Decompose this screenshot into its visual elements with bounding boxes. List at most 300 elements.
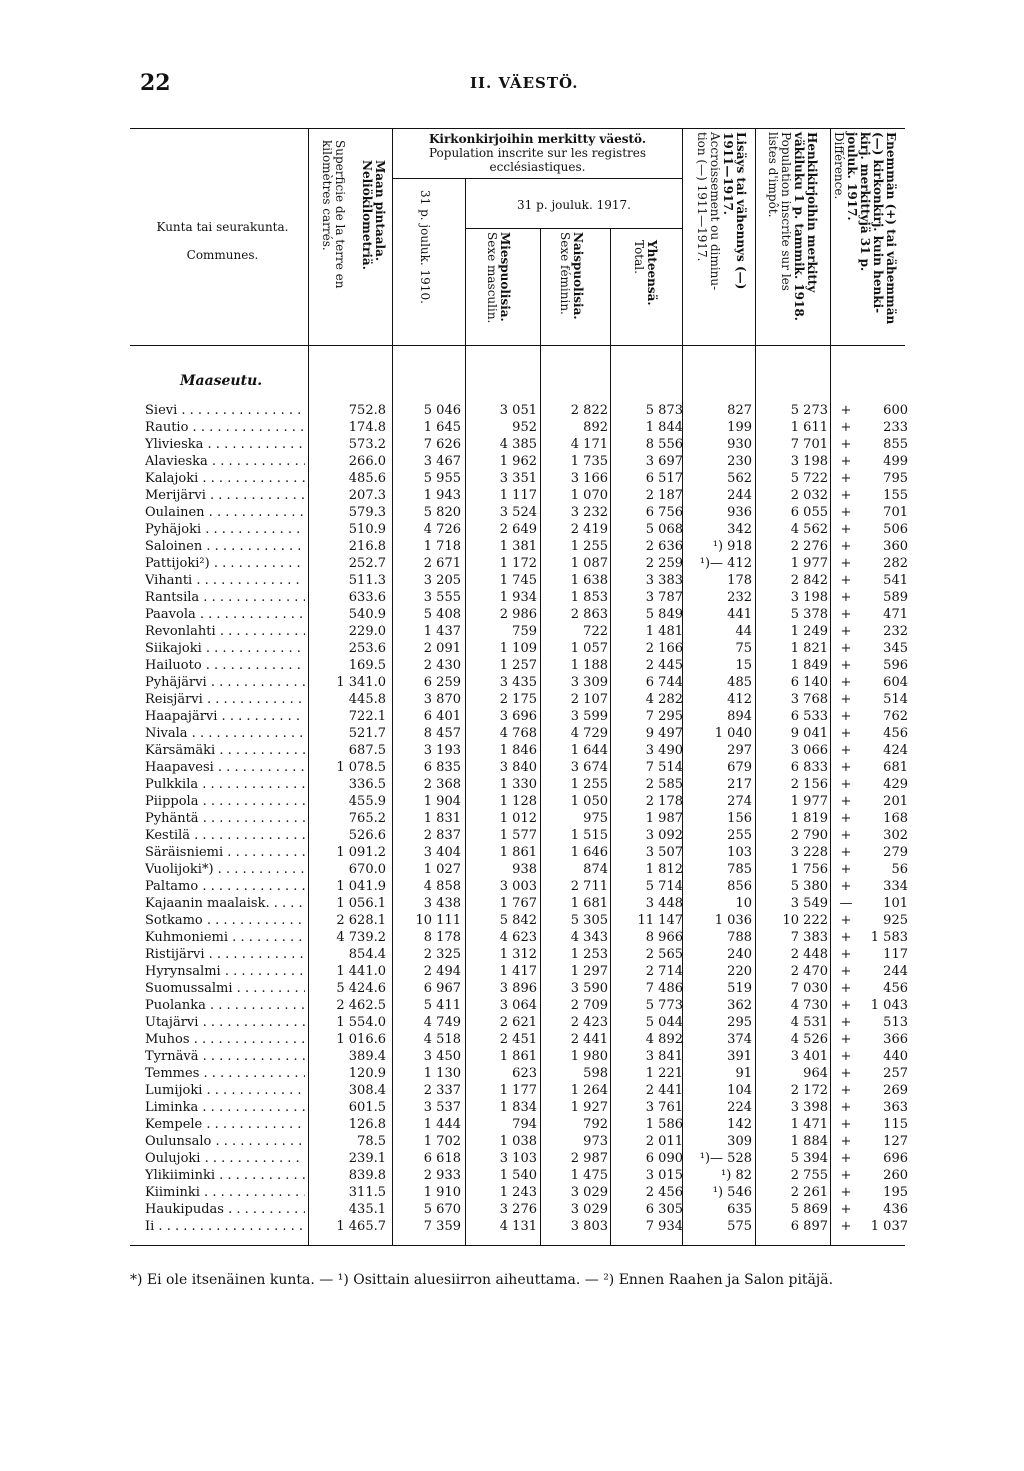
men-value: 3 435 xyxy=(499,675,537,690)
women-value: 1 475 xyxy=(570,1168,608,1183)
commune-name: Kajaanin maalaisk. . . . xyxy=(145,895,305,912)
change-value: 485 xyxy=(727,675,752,690)
population-1910-value: 6 618 xyxy=(423,1151,461,1166)
registered-value: 2 842 xyxy=(790,573,828,588)
total-value: 2 011 xyxy=(645,1134,683,1149)
p1910-header: 31 p. jouluk. 1910. xyxy=(418,190,432,304)
difference-sign: + xyxy=(840,437,852,452)
women-value: 1 188 xyxy=(570,658,608,673)
women-value: 1 735 xyxy=(570,454,608,469)
population-1910-value: 1 831 xyxy=(423,811,461,826)
population-1910-value: 5 955 xyxy=(423,471,461,486)
difference-sign: + xyxy=(840,505,852,520)
area-value: 120.9 xyxy=(348,1066,386,1081)
population-1910-value: 1 027 xyxy=(423,862,461,877)
registered-value: 2 790 xyxy=(790,828,828,843)
change-value: 91 xyxy=(735,1066,752,1081)
population-1910-value: 3 870 xyxy=(423,692,461,707)
commune-name: Nivala . . . xyxy=(145,725,305,742)
table-row xyxy=(0,555,1024,572)
women-value: 2 709 xyxy=(570,998,608,1013)
change-value: 827 xyxy=(727,403,752,418)
table-row xyxy=(0,997,1024,1014)
women-value: 1 638 xyxy=(570,573,608,588)
registered-value: 7 701 xyxy=(790,437,828,452)
change-value: 240 xyxy=(727,947,752,962)
women-value: 3 029 xyxy=(570,1185,608,1200)
change-value: 309 xyxy=(727,1134,752,1149)
difference-sign: + xyxy=(840,641,852,656)
commune-name: Utajärvi . . . xyxy=(145,1014,305,1031)
women-value: 1 297 xyxy=(570,964,608,979)
area-value: 252.7 xyxy=(348,556,386,571)
table-row xyxy=(0,419,1024,436)
area-value: 2 462.5 xyxy=(336,998,386,1013)
population-1910-value: 1 444 xyxy=(423,1117,461,1132)
total-value: 6 517 xyxy=(645,471,683,486)
men-value: 5 842 xyxy=(499,913,537,928)
reg-header-fr: Population inscrite sur les xyxy=(779,132,793,291)
population-1910-value: 3 450 xyxy=(423,1049,461,1064)
table-row xyxy=(0,793,1024,810)
men-value: 1 767 xyxy=(499,896,537,911)
change-value: 894 xyxy=(727,709,752,724)
women-value: 874 xyxy=(583,862,608,877)
women-value: 1 646 xyxy=(570,845,608,860)
women-value: 975 xyxy=(583,811,608,826)
diff-header-fi2: (—) kirkonkirj. kuin henki- xyxy=(871,132,885,314)
difference-value: 1 583 xyxy=(870,930,908,945)
difference-sign: — xyxy=(839,896,853,911)
difference-sign: + xyxy=(840,675,852,690)
difference-value: 456 xyxy=(883,981,908,996)
population-1910-value: 7 359 xyxy=(423,1219,461,1234)
difference-sign: + xyxy=(840,1168,852,1183)
total-value: 3 448 xyxy=(645,896,683,911)
change-value: ¹)— 412 xyxy=(699,556,752,571)
total-value: 5 714 xyxy=(645,879,683,894)
men-value: 1 257 xyxy=(499,658,537,673)
women-value: 2 711 xyxy=(570,879,608,894)
area-value: 540.9 xyxy=(348,607,386,622)
difference-value: 232 xyxy=(883,624,908,639)
total-value: 3 490 xyxy=(645,743,683,758)
difference-value: 201 xyxy=(883,794,908,809)
men-value: 2 451 xyxy=(499,1032,537,1047)
men-value: 1 109 xyxy=(499,641,537,656)
change-value: 519 xyxy=(727,981,752,996)
total-value: 6 756 xyxy=(645,505,683,520)
reg-header xyxy=(766,132,818,321)
population-1910-value: 1 437 xyxy=(423,624,461,639)
difference-sign: + xyxy=(840,1185,852,1200)
commune-name: Liminka . . . xyxy=(145,1099,305,1116)
difference-value: 506 xyxy=(883,522,908,537)
table-row xyxy=(0,1031,1024,1048)
commune-header-fr: Communes. xyxy=(186,248,259,262)
women-value: 1 853 xyxy=(570,590,608,605)
area-value: 253.6 xyxy=(348,641,386,656)
women-header-fi: Naispuolisia. xyxy=(571,232,585,320)
change-value: 297 xyxy=(727,743,752,758)
men-value: 2 175 xyxy=(499,692,537,707)
men-value: 1 417 xyxy=(499,964,537,979)
table-row xyxy=(0,844,1024,861)
area-value: 511.3 xyxy=(348,573,386,588)
change-header-years: 1911—1917. xyxy=(721,132,735,215)
difference-sign: + xyxy=(840,794,852,809)
registered-value: 1 756 xyxy=(790,862,828,877)
difference-sign: + xyxy=(840,1134,852,1149)
table-row xyxy=(0,606,1024,623)
population-1910-value: 2 368 xyxy=(423,777,461,792)
difference-value: 302 xyxy=(883,828,908,843)
population-1910-value: 3 438 xyxy=(423,896,461,911)
table-row xyxy=(0,589,1024,606)
commune-name: Kempele . . . xyxy=(145,1116,305,1133)
men-value: 2 621 xyxy=(499,1015,537,1030)
change-value: ¹)— 528 xyxy=(699,1151,752,1166)
difference-value: 279 xyxy=(883,845,908,860)
area-value: 239.1 xyxy=(348,1151,386,1166)
population-1910-value: 4 858 xyxy=(423,879,461,894)
men-value: 3 351 xyxy=(499,471,537,486)
table-row xyxy=(0,504,1024,521)
area-value: 1 078.5 xyxy=(336,760,386,775)
change-value: ¹) 918 xyxy=(712,539,752,554)
change-value: 142 xyxy=(727,1117,752,1132)
area-header-fi-label: Maan pintaala. xyxy=(373,160,387,262)
population-1910-value: 7 626 xyxy=(423,437,461,452)
registered-value: 3 228 xyxy=(790,845,828,860)
men-value: 1 012 xyxy=(499,811,537,826)
difference-sign: + xyxy=(840,947,852,962)
population-1910-value: 1 943 xyxy=(423,488,461,503)
women-value: 2 441 xyxy=(570,1032,608,1047)
change-value: 856 xyxy=(727,879,752,894)
table-row xyxy=(0,912,1024,929)
difference-value: 471 xyxy=(883,607,908,622)
population-1910-value: 1 702 xyxy=(423,1134,461,1149)
change-value: 178 xyxy=(727,573,752,588)
difference-value: 282 xyxy=(883,556,908,571)
change-value: 10 xyxy=(735,896,752,911)
men-value: 1 861 xyxy=(499,845,537,860)
table-row xyxy=(0,1218,1024,1235)
change-value: 230 xyxy=(727,454,752,469)
commune-name: Sotkamo . . . xyxy=(145,912,305,929)
difference-sign: + xyxy=(840,964,852,979)
change-value: 391 xyxy=(727,1049,752,1064)
diff-header-fi4: jouluk. 1917. xyxy=(845,132,859,221)
registered-value: 9 041 xyxy=(790,726,828,741)
change-header-fi: Lisäys tai vähennys (—) xyxy=(734,132,748,290)
men-value: 4 623 xyxy=(499,930,537,945)
total-value: 4 892 xyxy=(645,1032,683,1047)
women-value: 1 644 xyxy=(570,743,608,758)
population-1910-value: 3 555 xyxy=(423,590,461,605)
population-1910-value: 8 457 xyxy=(423,726,461,741)
population-1910-value: 5 670 xyxy=(423,1202,461,1217)
difference-value: 1 037 xyxy=(870,1219,908,1234)
total-header-fr: Total. xyxy=(632,240,646,274)
total-value: 3 015 xyxy=(645,1168,683,1183)
commune-name: Pattijoki²) . . . xyxy=(145,555,305,572)
women-value: 792 xyxy=(583,1117,608,1132)
total-value: 8 556 xyxy=(645,437,683,452)
commune-name: Kuhmoniemi . . . xyxy=(145,929,305,946)
table-row xyxy=(0,1133,1024,1150)
difference-value: 366 xyxy=(883,1032,908,1047)
total-value: 1 812 xyxy=(645,862,683,877)
women-value: 3 590 xyxy=(570,981,608,996)
women-value: 2 423 xyxy=(570,1015,608,1030)
table-row xyxy=(0,725,1024,742)
women-value: 3 309 xyxy=(570,675,608,690)
registered-value: 6 833 xyxy=(790,760,828,775)
diff-header-fi3: kirj. merkittyjä 31 p. xyxy=(858,132,872,272)
area-value: 266.0 xyxy=(348,454,386,469)
women-header xyxy=(558,232,584,320)
total-value: 3 787 xyxy=(645,590,683,605)
total-value: 1 586 xyxy=(645,1117,683,1132)
registered-value: 1 471 xyxy=(790,1117,828,1132)
change-value: 936 xyxy=(727,505,752,520)
population-1910-value: 3 193 xyxy=(423,743,461,758)
difference-value: 1 043 xyxy=(870,998,908,1013)
change-value: 217 xyxy=(727,777,752,792)
commune-name: Muhos . . . xyxy=(145,1031,305,1048)
total-value: 7 514 xyxy=(645,760,683,775)
men-value: 3 064 xyxy=(499,998,537,1013)
commune-name: Oulujoki . . . xyxy=(145,1150,305,1167)
total-value: 2 565 xyxy=(645,947,683,962)
women-value: 1 980 xyxy=(570,1049,608,1064)
difference-value: 360 xyxy=(883,539,908,554)
men-value: 3 051 xyxy=(499,403,537,418)
change-value: 295 xyxy=(727,1015,752,1030)
women-value: 1 264 xyxy=(570,1083,608,1098)
area-value: 1 091.2 xyxy=(336,845,386,860)
registered-value: 2 261 xyxy=(790,1185,828,1200)
difference-sign: + xyxy=(840,1202,852,1217)
difference-value: 127 xyxy=(883,1134,908,1149)
population-1910-value: 3 404 xyxy=(423,845,461,860)
men-value: 3 003 xyxy=(499,879,537,894)
total-value: 8 966 xyxy=(645,930,683,945)
women-value: 1 070 xyxy=(570,488,608,503)
registered-value: 5 378 xyxy=(790,607,828,622)
men-value: 4 768 xyxy=(499,726,537,741)
change-value: 575 xyxy=(727,1219,752,1234)
table-row xyxy=(0,1014,1024,1031)
women-value: 4 343 xyxy=(570,930,608,945)
table-row xyxy=(0,572,1024,589)
commune-name: Temmes . . . xyxy=(145,1065,305,1082)
area-value: 601.5 xyxy=(348,1100,386,1115)
area-value: 216.8 xyxy=(348,539,386,554)
men-value: 3 696 xyxy=(499,709,537,724)
commune-name: Pyhäntä . . . xyxy=(145,810,305,827)
total-value: 1 987 xyxy=(645,811,683,826)
area-value: 169.5 xyxy=(348,658,386,673)
table-row xyxy=(0,759,1024,776)
table-row xyxy=(0,946,1024,963)
commune-name: Ylivieska . . . xyxy=(145,436,305,453)
area-value: 336.5 xyxy=(348,777,386,792)
registered-value: 2 470 xyxy=(790,964,828,979)
total-value: 3 092 xyxy=(645,828,683,843)
total-value: 7 295 xyxy=(645,709,683,724)
difference-sign: + xyxy=(840,403,852,418)
commune-name: Hailuoto . . . xyxy=(145,657,305,674)
commune-name: Ylikiiminki . . . xyxy=(145,1167,305,1184)
registered-value: 5 722 xyxy=(790,471,828,486)
registered-value: 4 562 xyxy=(790,522,828,537)
difference-sign: + xyxy=(840,1015,852,1030)
section-heading: Maaseutu. xyxy=(180,373,263,389)
registered-value: 4 526 xyxy=(790,1032,828,1047)
registered-value: 4 531 xyxy=(790,1015,828,1030)
registered-value: 1 611 xyxy=(790,420,828,435)
change-header-fr2: tion (—) 1911—1917. xyxy=(695,132,709,262)
commune-name: Rautio . . . xyxy=(145,419,305,436)
registered-value: 3 398 xyxy=(790,1100,828,1115)
men-value: 1 038 xyxy=(499,1134,537,1149)
commune-name: Vihanti . . . xyxy=(145,572,305,589)
commune-name: Pulkkila . . . xyxy=(145,776,305,793)
women-value: 722 xyxy=(583,624,608,639)
table-row xyxy=(0,640,1024,657)
women-value: 892 xyxy=(583,420,608,435)
difference-sign: + xyxy=(840,998,852,1013)
women-value: 1 050 xyxy=(570,794,608,809)
reg-header-fi2: väkiluku 1 p. tammik. 1918. xyxy=(792,132,806,321)
registered-value: 5 273 xyxy=(790,403,828,418)
registered-value: 964 xyxy=(803,1066,828,1081)
difference-value: 436 xyxy=(883,1202,908,1217)
difference-value: 499 xyxy=(883,454,908,469)
total-value: 6 305 xyxy=(645,1202,683,1217)
population-1910-value: 2 430 xyxy=(423,658,461,673)
difference-value: 115 xyxy=(883,1117,908,1132)
population-1910-value: 2 933 xyxy=(423,1168,461,1183)
total-value: 7 934 xyxy=(645,1219,683,1234)
difference-value: 440 xyxy=(883,1049,908,1064)
difference-sign: + xyxy=(840,743,852,758)
men-value: 952 xyxy=(512,420,537,435)
men-value: 1 846 xyxy=(499,743,537,758)
difference-sign: + xyxy=(840,981,852,996)
men-value: 1 861 xyxy=(499,1049,537,1064)
area-value: 526.6 xyxy=(348,828,386,843)
registered-value: 3 066 xyxy=(790,743,828,758)
registered-value: 1 977 xyxy=(790,794,828,809)
area-value: 4 739.2 xyxy=(336,930,386,945)
women-value: 4 729 xyxy=(570,726,608,741)
table-bottom-rule xyxy=(130,1245,905,1246)
population-1910-value: 1 130 xyxy=(423,1066,461,1081)
commune-name: Alavieska . . . xyxy=(145,453,305,470)
total-value: 6 744 xyxy=(645,675,683,690)
men-header-fi: Miespuolisia. xyxy=(498,232,512,322)
total-value: 3 383 xyxy=(645,573,683,588)
difference-sign: + xyxy=(840,539,852,554)
change-value: 232 xyxy=(727,590,752,605)
table-row xyxy=(0,929,1024,946)
total-value: 5 068 xyxy=(645,522,683,537)
difference-sign: + xyxy=(840,709,852,724)
change-value: 930 xyxy=(727,437,752,452)
area-value: 389.4 xyxy=(348,1049,386,1064)
commune-name: Pyhäjärvi . . . xyxy=(145,674,305,691)
commune-name: Haapajärvi . . . xyxy=(145,708,305,725)
men-value: 1 934 xyxy=(499,590,537,605)
total-value: 5 044 xyxy=(645,1015,683,1030)
table-row xyxy=(0,402,1024,419)
area-value: 1 056.1 xyxy=(336,896,386,911)
registered-value: 6 897 xyxy=(790,1219,828,1234)
change-value: 220 xyxy=(727,964,752,979)
difference-value: 424 xyxy=(883,743,908,758)
total-value: 6 090 xyxy=(645,1151,683,1166)
table-row xyxy=(0,1184,1024,1201)
change-value: 1 036 xyxy=(714,913,752,928)
commune-name: Merijärvi . . . xyxy=(145,487,305,504)
population-1910-value: 8 178 xyxy=(423,930,461,945)
total-value: 2 187 xyxy=(645,488,683,503)
men-value: 1 177 xyxy=(499,1083,537,1098)
group-header-fr: Population inscrite sur les registres ecclésiastiques. xyxy=(428,146,647,174)
population-1910-value: 4 518 xyxy=(423,1032,461,1047)
area-value: 573.2 xyxy=(348,437,386,452)
population-1910-value: 4 749 xyxy=(423,1015,461,1030)
registered-value: 2 032 xyxy=(790,488,828,503)
population-1910-value: 3 537 xyxy=(423,1100,461,1115)
commune-name: Kestilä . . . xyxy=(145,827,305,844)
total-value: 11 147 xyxy=(637,913,683,928)
difference-value: 456 xyxy=(883,726,908,741)
difference-sign: + xyxy=(840,726,852,741)
difference-value: 596 xyxy=(883,658,908,673)
commune-name: Siikajoki . . . xyxy=(145,640,305,657)
difference-sign: + xyxy=(840,488,852,503)
area-header-fi xyxy=(360,160,386,270)
men-value: 3 840 xyxy=(499,760,537,775)
men-value: 2 986 xyxy=(499,607,537,622)
commune-header-fi: Kunta tai seurakunta. xyxy=(156,220,289,234)
difference-value: 513 xyxy=(883,1015,908,1030)
table-row xyxy=(0,742,1024,759)
difference-sign: + xyxy=(840,1151,852,1166)
women-value: 1 255 xyxy=(570,777,608,792)
area-value: 174.8 xyxy=(348,420,386,435)
difference-sign: + xyxy=(840,522,852,537)
difference-sign: + xyxy=(840,624,852,639)
registered-value: 4 730 xyxy=(790,998,828,1013)
total-value: 2 178 xyxy=(645,794,683,809)
women-value: 3 674 xyxy=(570,760,608,775)
difference-sign: + xyxy=(840,777,852,792)
change-header-fr: Accroissement ou diminu- xyxy=(708,132,722,291)
commune-name: Piippola . . . xyxy=(145,793,305,810)
population-1910-value: 2 325 xyxy=(423,947,461,962)
commune-name: Kalajoki . . . xyxy=(145,470,305,487)
commune-name: Saloinen . . . xyxy=(145,538,305,555)
women-value: 1 087 xyxy=(570,556,608,571)
table-row xyxy=(0,980,1024,997)
total-value: 1 481 xyxy=(645,624,683,639)
